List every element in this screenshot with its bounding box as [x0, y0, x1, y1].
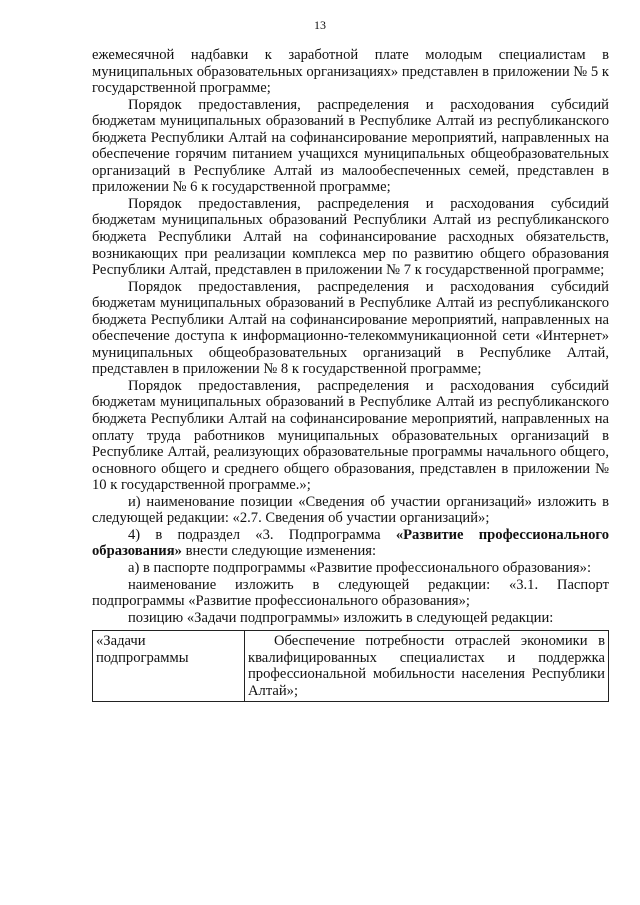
paragraph: ежемесячной надбавки к заработной плате молодым специалистам в муниципальных образовательных организациях» представлен в приложении № 5 к государственной программе; — [92, 47, 609, 97]
paragraph: наименование изложить в следующей редакции: «3.1. Паспорт подпрограммы «Развитие профессионального образования»; — [92, 576, 609, 610]
table-value-cell: Обеспечение потребности отраслей экономики в квалифицированных специалистах и поддержка профессиональной мобильности населения Республики Алтай»; — [245, 631, 609, 702]
paragraph: позицию «Задачи подпрограммы» изложить в следующей редакции: — [128, 609, 554, 626]
paragraph-text-after: внести следующие изменения: — [181, 543, 377, 560]
table-label-cell: «Задачи подпрограммы — [93, 631, 245, 702]
tasks-table — [92, 630, 609, 702]
paragraph-text-before: 4) в подраздел «3. Подпрограмма — [128, 526, 396, 543]
paragraph: Порядок предоставления, распределения и расходования субсидий бюджетам муниципальных образований в Республике Алтай из республиканского бюджета Республики Алтай на софинансирование мероприятий, направленных на обеспечение доступа к информационно-телекоммуникационной сети «Интернет» муниципальных общеобразовательных организаций в Республике Алтай, представлен в приложении № 8 к государственной программе; — [92, 278, 609, 378]
page-number: 13 — [314, 18, 326, 32]
paragraph-subsection — [92, 527, 609, 560]
paragraph: Порядок предоставления, распределения и расходования субсидий бюджетам муниципальных образований Республики Алтай из республиканского бюджета Республики Алтай на софинансирование расходных обязательств, возникающих при реализации комплекса мер по развитию общего образования Республики Алтай, представлен в приложении № 7 к государственной программе; — [92, 195, 609, 279]
paragraph-bold-title: «Развитие профессионального образования» — [92, 526, 609, 560]
paragraph: и) наименование позиции «Сведения об участии организаций» изложить в следующей редакции: «2.7. Сведения об участии организаций»; — [92, 493, 609, 527]
document-body — [92, 47, 609, 702]
table-row — [93, 631, 609, 702]
paragraph: а) в паспорте подпрограммы «Развитие профессионального образования»: — [128, 559, 591, 576]
paragraph: Порядок предоставления, распределения и расходования субсидий бюджетам муниципальных образований в Республике Алтай из республиканского бюджета Республики Алтай на софинансирование мероприятий, направленных на обеспечение горячим питанием учащихся муниципальных общеобразовательных организаций в Республике Алтай из малообеспеченных семей, представлен в приложении № 6 к государственной программе; — [92, 96, 609, 196]
paragraph: Порядок предоставления, распределения и расходования субсидий бюджетам муниципальных образований в Республике Алтай из республиканского бюджета Республики Алтай на софинансирование мероприятий, направленных на оплату труда работников муниципальных образовательных организаций в Республике Алтай, реализующих образовательные программы начального общего, основного общего и среднего общего образования, представлен в приложении № 10 к государственной программе.»; — [92, 377, 609, 494]
